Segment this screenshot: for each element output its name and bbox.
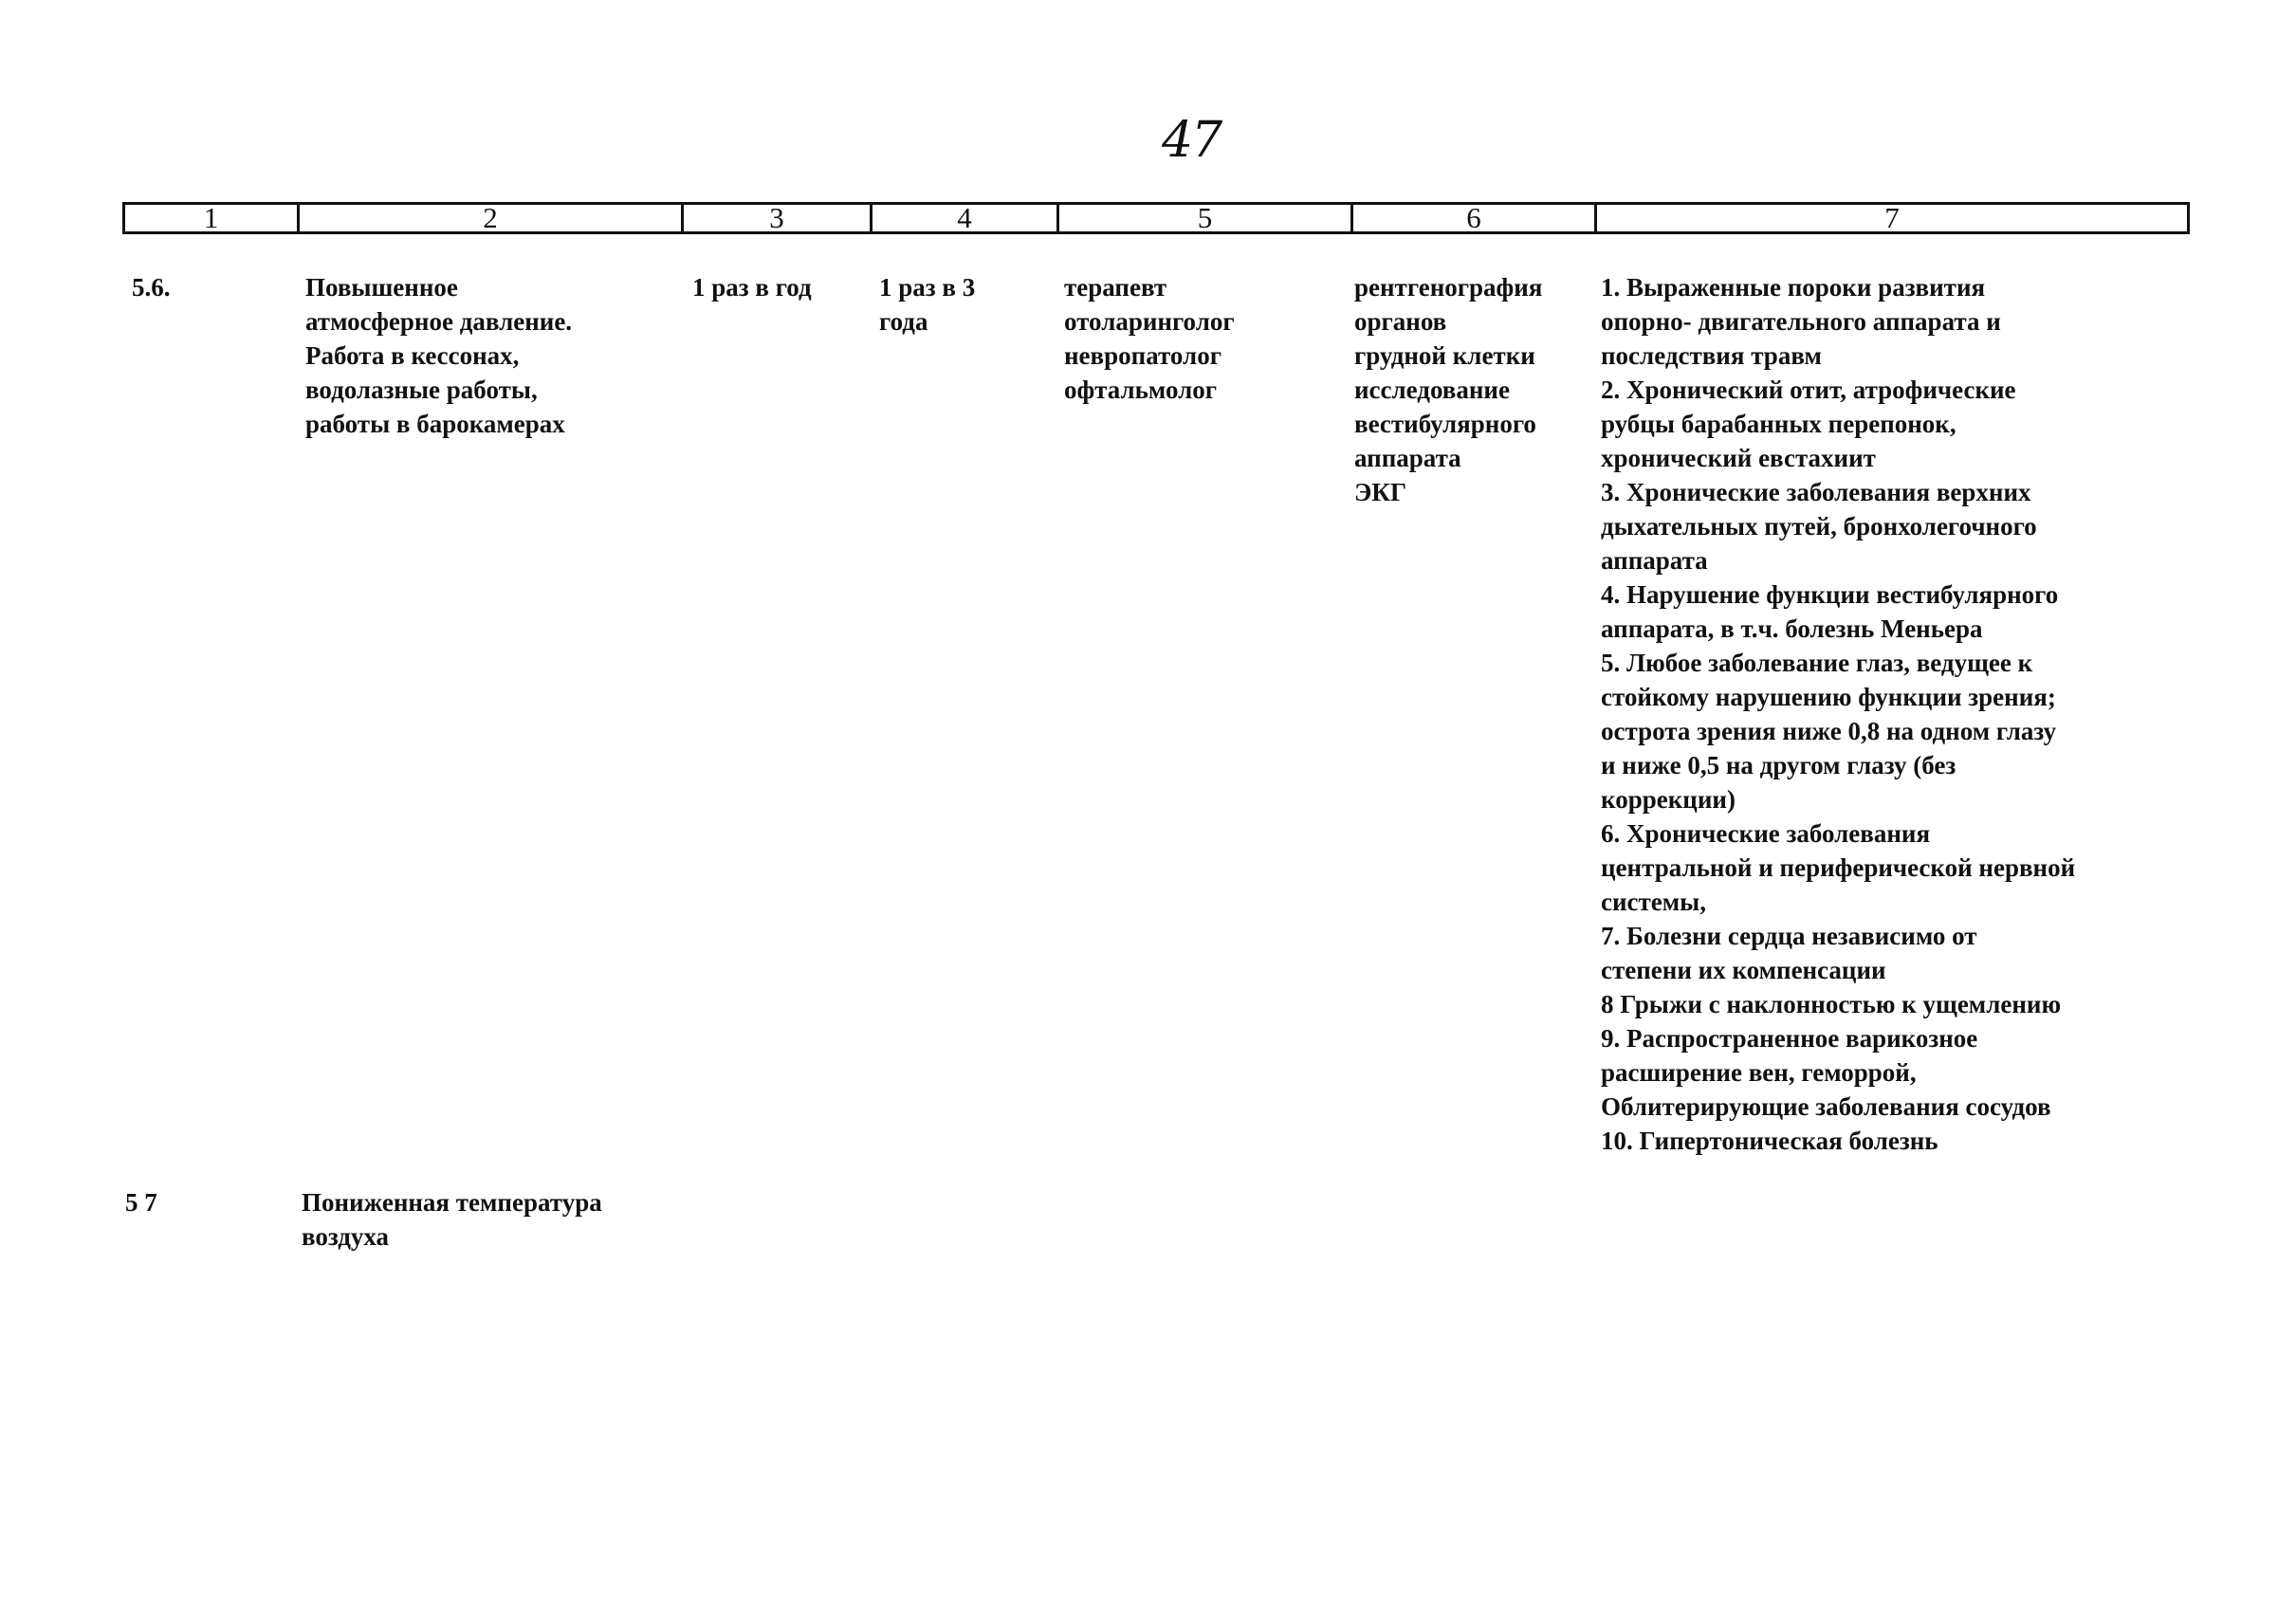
page-number: 47 (1162, 112, 1221, 169)
header-column-5: 5 (1197, 201, 1213, 234)
row-number: 5 7 (125, 1188, 157, 1217)
header-column-7: 7 (1884, 201, 1900, 234)
list-item: 3. Хронические заболевания верхних дыхательных путей, бронхолегочного аппарата (1601, 478, 2037, 575)
header-column-4: 4 (957, 201, 972, 234)
hazard-factor: Пониженная температура воздуха (302, 1188, 602, 1251)
header-column-2: 2 (483, 201, 498, 234)
column-number-header (122, 202, 2190, 234)
header-column-1: 1 (203, 201, 219, 234)
examination-frequency-2: 1 раз в 3 года (879, 273, 976, 336)
participating-doctors: терапевт отоларинголог невропатолог офтальмолог (1064, 273, 1235, 404)
list-item: 2. Хронический отит, атрофические рубцы барабанных перепонок, хронический евстахиит (1601, 376, 2016, 472)
header-column-6: 6 (1466, 201, 1481, 234)
list-item: 7. Болезни сердца независимо от степени их компенсации (1601, 922, 1977, 984)
hazard-factor: Повышенное атмосферное давление. Работа в кессонах, водолазные работы, работы в барокамерах (305, 273, 573, 438)
examinations: рентгенография органов грудной клетки исследование вестибулярного аппарата ЭКГ (1354, 273, 1543, 506)
list-item: 9. Распространенное варикозное расширение вен, геморрой, Облитерирующие заболевания сосудов (1601, 1024, 2051, 1121)
list-item: 4. Нарушение функции вестибулярного аппарата, в т.ч. болезнь Меньера (1601, 580, 2059, 643)
header-column-3: 3 (769, 201, 784, 234)
row-number: 5.6. (132, 273, 171, 302)
list-item: 10. Гипертоническая болезнь (1601, 1127, 1938, 1155)
contraindications-list (1601, 270, 2198, 1158)
list-item: 8 Грыжи с наклонностью к ущемлению (1601, 990, 2062, 1018)
list-item: 1. Выраженные пороки развития опорно- двигательного аппарата и последствия травм (1601, 273, 2001, 370)
list-item: 6. Хронические заболевания центральной и периферической нервной системы, (1601, 819, 2076, 916)
examination-frequency: 1 раз в год (692, 273, 812, 302)
list-item: 5. Любое заболевание глаз, ведущее к стойкому нарушению функции зрения; острота зрения ниже 0,8 на одном глазу и ниже 0,5 на другом глазу (без коррекции) (1601, 649, 2057, 814)
